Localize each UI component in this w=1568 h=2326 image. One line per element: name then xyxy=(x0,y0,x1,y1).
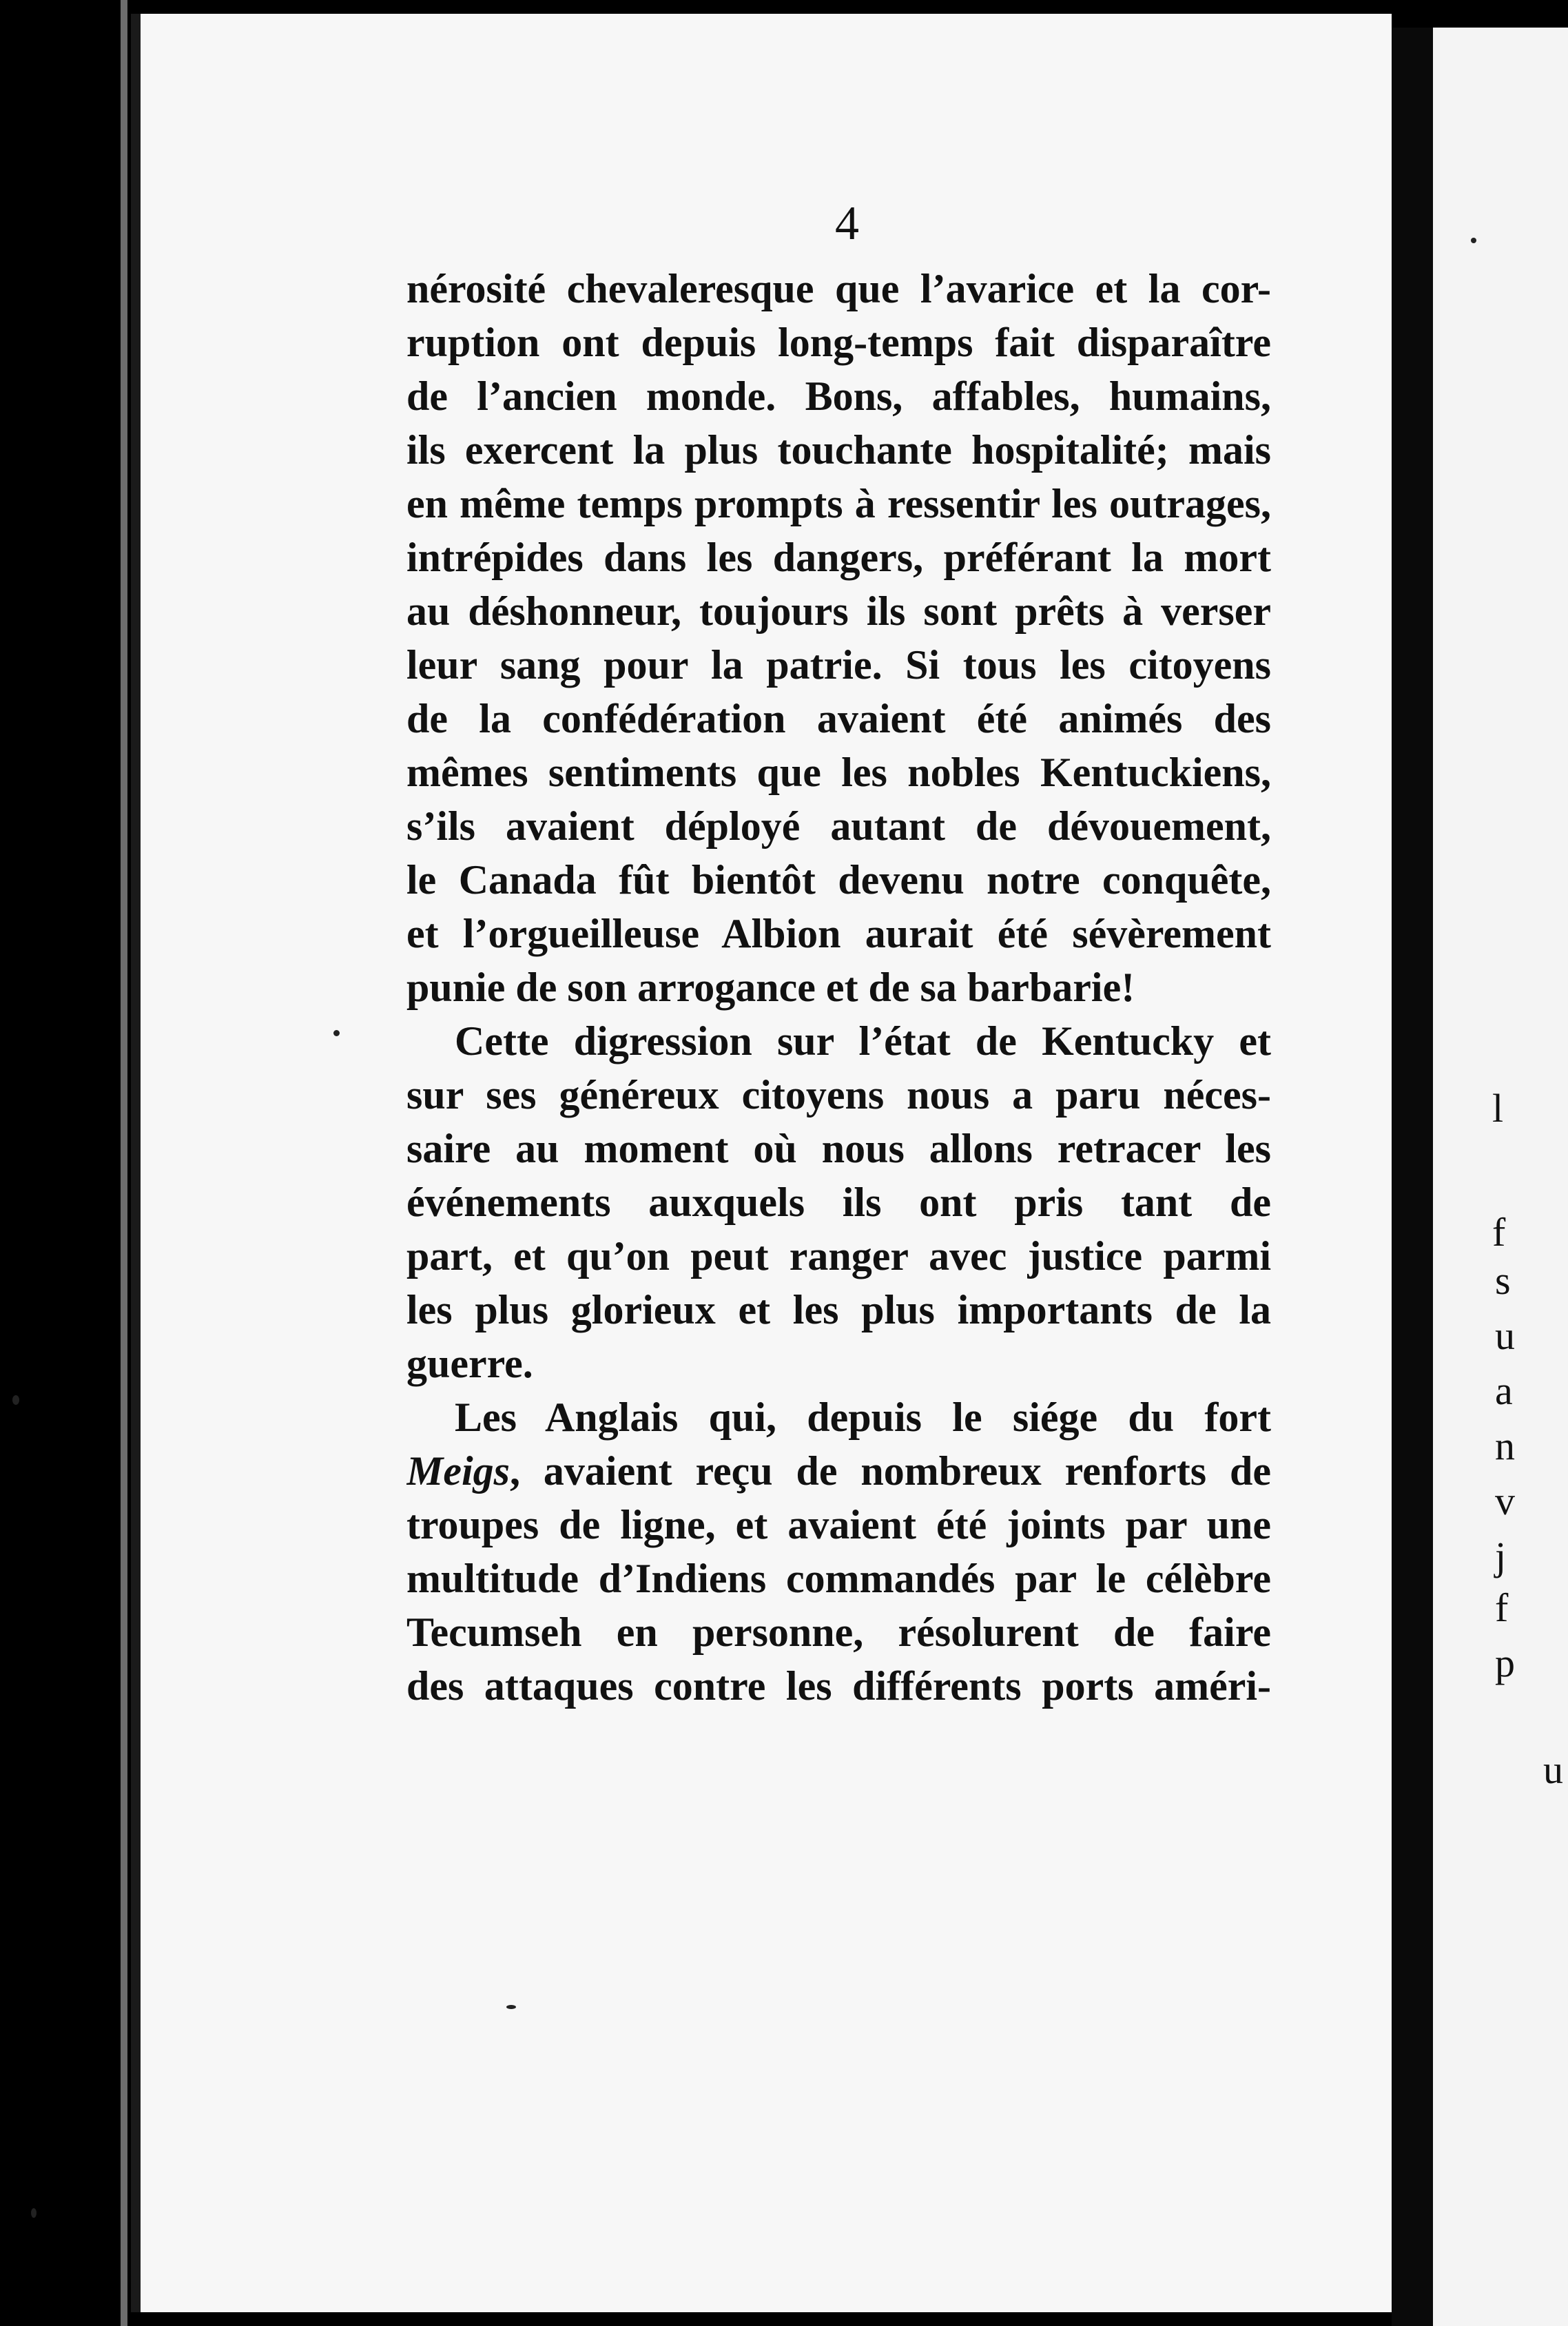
text-line: multitude d’Indiens commandés par le célèbre xyxy=(406,1556,1271,1601)
text-line: nérosité chevaleresque que l’avarice et la cor- xyxy=(406,266,1271,311)
text-line: punie de son arrogance et de sa barbarie! xyxy=(406,965,1135,1010)
scan-speck xyxy=(506,2005,516,2009)
text-line: le Canada fût bientôt devenu notre conquête, xyxy=(406,857,1271,903)
text-line: troupes de ligne, et avaient été joints par une xyxy=(406,1502,1271,1547)
page-edge xyxy=(121,0,127,2326)
scan-speck xyxy=(1471,238,1476,243)
text-line: sur ses généreux citoyens nous a paru néces- xyxy=(406,1072,1271,1118)
facing-page-fragment: f xyxy=(1492,1210,1506,1255)
book-gutter xyxy=(1392,28,1433,2326)
text-line: des attaques contre les différents ports améri- xyxy=(406,1663,1271,1709)
text-line: ruption ont depuis long-temps fait disparaître xyxy=(406,320,1271,365)
facing-page-fragment: v xyxy=(1495,1479,1515,1523)
text-line: les plus glorieux et les plus importants de la xyxy=(406,1287,1271,1332)
text-line: part, et qu’on peut ranger avec justice parmi xyxy=(406,1233,1271,1279)
text-line: événements auxquels ils ont pris tant de xyxy=(406,1180,1271,1225)
text-line: mêmes sentiments que les nobles Kentuckiens, xyxy=(406,750,1271,795)
facing-page-fragment: n xyxy=(1495,1423,1515,1468)
scan-speck xyxy=(31,2208,37,2218)
text-line: Cette digression sur l’état de Kentucky et xyxy=(455,1018,1271,1064)
facing-page-fragment: l xyxy=(1492,1086,1504,1131)
text-line: Tecumseh en personne, résolurent de faire xyxy=(406,1609,1271,1655)
text-line: intrépides dans les dangers, préférant la mort xyxy=(406,535,1271,580)
text-line: de la confédération avaient été animés des xyxy=(406,696,1271,741)
text-line-rest: , avaient reçu de nombreux renforts de xyxy=(510,1448,1271,1494)
text-line: et l’orgueilleuse Albion aurait été sévèrement xyxy=(406,911,1271,956)
facing-page-fragment: j xyxy=(1495,1534,1507,1578)
text-line: saire au moment où nous allons retracer les xyxy=(406,1126,1271,1171)
facing-page-fragment: p xyxy=(1495,1640,1515,1685)
text-line: ils exercent la plus touchante hospitalité; mais xyxy=(406,427,1271,473)
text-line: de l’ancien monde. Bons, affables, humains, xyxy=(406,373,1271,419)
text-line: leur sang pour la patrie. Si tous les citoyens xyxy=(406,642,1271,688)
scan-speck xyxy=(12,1395,19,1405)
facing-page-fragment: u xyxy=(1543,1747,1563,1792)
text-line: Les Anglais qui, depuis le siége du fort xyxy=(455,1394,1271,1440)
text-line xyxy=(406,1444,1271,1498)
text-line: au déshonneur, toujours ils sont prêts à verser xyxy=(406,588,1271,634)
text-line: en même temps prompts à ressentir les outrages, xyxy=(406,481,1271,526)
facing-page-fragment: f xyxy=(1495,1585,1509,1630)
text-line: s’ils avaient déployé autant de dévouement, xyxy=(406,803,1271,849)
italic-word: Meigs xyxy=(406,1448,510,1494)
text-line: guerre. xyxy=(406,1341,533,1386)
scan-speck xyxy=(333,1030,340,1036)
facing-page-fragment: u xyxy=(1495,1313,1515,1358)
page-number: 4 xyxy=(835,197,859,250)
facing-page xyxy=(1433,28,1568,2326)
page-text xyxy=(406,262,1271,1713)
facing-page-fragment: a xyxy=(1495,1368,1513,1413)
facing-page-fragment: s xyxy=(1495,1258,1511,1303)
